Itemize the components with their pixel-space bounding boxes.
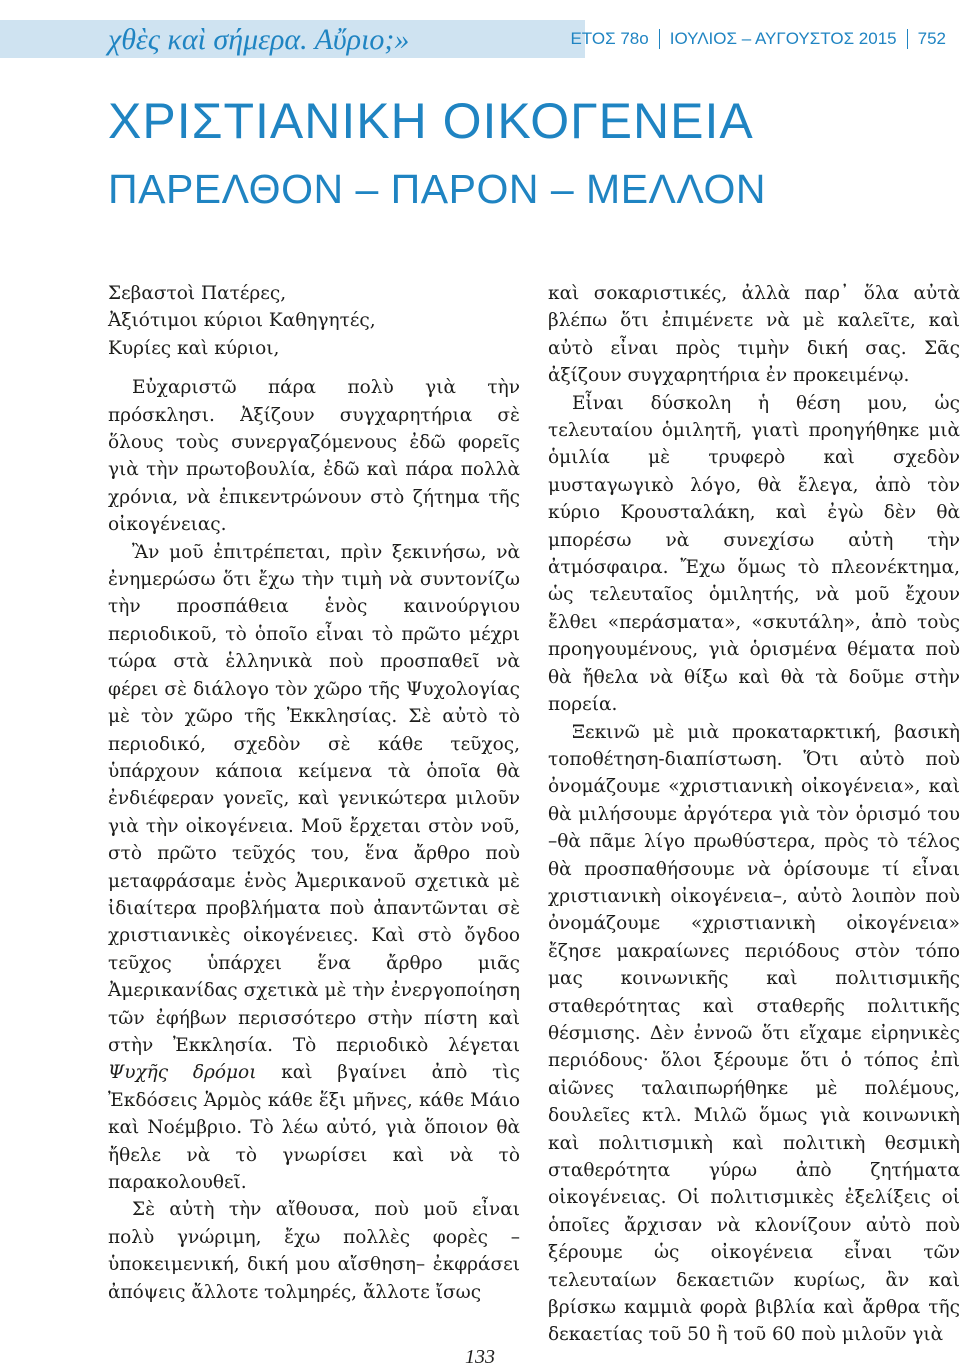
header-divider bbox=[659, 29, 660, 49]
paragraph-text: Ἂν μοῦ ἐπιτρέπεται, πρὶν ξεκινήσω, νὰ ἐνημερώσω ὅτι ἔχω τὴν τιμὴ νὰ συντονίζω τὴν προσπάθεια ἑνὸς καινούργιου περιοδικοῦ, τὸ ὁποῖο εἶναι τὸ πρῶτο μέχρι τώρα στὰ ἑλληνικὰ ποὺ προσπαθεῖ νὰ φέρει σὲ διάλογο τὸν χῶρο τῆς Ψυχολογίας μὲ τὸν χῶρο τῆς Ἐκκλησίας. Σὲ αὐτὸ τὸ περιοδικό, σχεδὸν σὲ κάθε τεῦχος, ὑπάρχουν κάποια κείμενα τὰ ὁποῖα θὰ ἐνδιέφεραν γονεῖς, καὶ γενικώτερα μιλοῦν γιὰ τὴν οἰκογένεια. Μοῦ ἔρχεται στὸν νοῦ, στὸ πρῶτο τεῦχός του, ἕνα ἄρθρο ποὺ μεταφράσαμε ἑνὸς Ἀμερικανοῦ σχετικὰ μὲ ἰδιαίτερα προβλήματα ποὺ ἀπαντῶνται σὲ χριστιανικὲς οἰκογένειες. Καὶ στὸ ὄγδοο τεῦχος ὑπάρχει ἕνα ἄρθρο μιᾶς Ἀμερικανίδας σχετικὰ μὲ τὴν ἐνεργοποίηση τῶν ἐφήβων περισσότερο στὴν πίστη καὶ στὴν Ἐκκλησία. Τὸ περιοδικὸ λέγεται bbox=[108, 541, 520, 1056]
body-paragraph: Σὲ αὐτὴ τὴν αἴθουσα, ποὺ μοῦ εἶναι πολὺ γνώριμη, ἔχω πολλὲς φορὲς –ὑποκειμενική, δική μου αἴσθηση– ἐκφράσει ἀπόψεις ἄλλοτε τολμηρές, ἄλλοτε ἴσως bbox=[108, 1199, 520, 1303]
page-number: 133 bbox=[465, 1346, 495, 1368]
journal-brand: χθὲς καὶ σήμερα. Αὔριο;» bbox=[108, 23, 410, 56]
left-column bbox=[108, 280, 520, 1306]
year-label: ΕΤΟΣ 78ο bbox=[570, 29, 649, 48]
article-subtitle: ΠΑΡΕΛΘΟΝ – ΠΑΡΟΝ – ΜΕΛΛΟΝ bbox=[108, 166, 766, 212]
header-page-number: 752 bbox=[917, 29, 946, 48]
body-paragraph: καὶ σοκαριστικές, ἀλλὰ παρ᾽ ὅλα αὐτὰ βλέπω ὅτι ἐπιμένετε νὰ μὲ καλεῖτε, καὶ αὐτὸ εἶναι πρὸς τιμὴν δική σας. Σᾶς ἀξίζουν συγχαρητήρια ἐν προκειμένῳ. bbox=[548, 283, 960, 387]
body-paragraph: Εἶναι δύσκολη ἡ θέση μου, ὡς τελευταίου ὁμιλητῆ, γιατὶ προηγήθηκε μιὰ ὁμιλία μὲ τρυφερὸ καὶ σχεδὸν μυσταγωγικὸ λόγο, θὰ ἔλεγα, ἀπὸ τὸν κύριο Κρουσταλάκη, καὶ ἐγὼ δὲν θὰ μπορέσω νὰ συνεχίσω αὐτὴ τὴν ἀτμόσφαιρα. Ἔχω ὅμως τὸ πλεονέκτημα, ὡς τελευταῖος ὁμιλητής, νὰ μοῦ ἔχουν ἔλθει «περάσματα», «σκυτάλη», ἀπὸ τοὺς προηγουμένους, γιὰ ὁρισμένα θέματα ποὺ θὰ ἤθελα νὰ θίξω καὶ θὰ τὰ δοῦμε στὴν πορεία. bbox=[548, 392, 960, 716]
header-divider bbox=[907, 29, 908, 49]
body-paragraph: Εὐχαριστῶ πάρα πολὺ γιὰ τὴν πρόσκλησι. Ἀξίζουν συγχαρητήρια σὲ ὅλους τοὺς συνεργαζόμενους ἐδῶ φορεῖς γιὰ τὴν πρωτοβουλία, ἐδῶ καὶ πάρα πολλὰ χρόνια, νὰ ἐπικεντρώνουν στὸ ζήτημα τῆς οἰκογένειας. bbox=[108, 377, 520, 536]
salutation-line: Ἀξιότιμοι κύριοι Καθηγητές, bbox=[108, 310, 376, 332]
paragraph-text: καὶ βγαίνει ἀπὸ τὶς Ἐκδόσεις Ἁρμὸς κάθε ἕξι μῆνες, κάθε Μάιο καὶ Νοέμβριο. Τὸ λέω αὐτό, γιὰ ὅποιον θὰ ἤθελε νὰ τὸ γνωρίσει καὶ νὰ τὸ παρακολουθεῖ. bbox=[108, 1062, 520, 1193]
right-column bbox=[548, 280, 960, 1349]
issue-label: ΙΟΥΛΙΟΣ – ΑΥΓΟΥΣΤΟΣ 2015 bbox=[669, 29, 897, 48]
salutation-line: Κυρίες καὶ κύριοι, bbox=[108, 337, 280, 359]
footer-rule bbox=[0, 1331, 960, 1332]
body-paragraph: Ξεκινῶ μὲ μιὰ προκαταρκτική, βασικὴ τοποθέτηση-διαπίστωση. Ὅτι αὐτὸ ποὺ ὀνομάζουμε «χριστιανικὴ οἰκογένεια», καὶ θὰ μιλήσουμε ἀργότερα γιὰ τὸν ὁρισμό του –θὰ πᾶμε λίγο πρωθύστερα, πρὸς τὸ τέλος θὰ προσπαθήσουμε νὰ ὁρίσουμε τί εἶναι χριστιανικὴ οἰκογένεια–, αὐτὸ λοιπὸν ποὺ ὀνομάζουμε «χριστιανικὴ οἰκογένεια» ἔζησε μακραίωνες περιόδους στὸν τόπο μας κοινωνικῆς καὶ πολιτισμικῆς σταθερότητας καὶ σταθερῆς πολιτικῆς θέσμισης. Δὲν ἐννοῶ ὅτι εἴχαμε εἰρηνικὲς περιόδους· ὅλοι ξέρουμε ὅτι ὁ τόπος ἐπὶ αἰῶνες ταλαιπωρήθηκε μὲ πολέμους, δουλεῖες κτλ. Μιλῶ ὅμως γιὰ κοινωνικὴ καὶ πολιτισμικὴ καὶ πολιτικὴ θεσμικὴ σταθερότητα γύρω ἀπὸ ζητήματα οἰκογένειας. Οἱ πολιτισμικὲς ἐξελίξεις οἱ ὁποῖες ἄρχισαν νὰ κλονίζουν αὐτὸ ποὺ ξέρουμε ὡς οἰκογένεια εἶναι τῶν τελευταίων δεκαετιῶν κυρίως, ἂν καὶ βρίσκω καμμιὰ φορὰ βιβλία καὶ ἄρθρα τῆς δεκαετίας τοῦ 50 ἢ τοῦ 60 ποὺ μιλοῦν γιὰ bbox=[548, 721, 960, 1346]
body-paragraph bbox=[108, 539, 520, 1197]
salutation-line: Σεβαστοὶ Πατέρες, bbox=[108, 283, 287, 304]
header-meta bbox=[570, 28, 946, 50]
article-title: ΧΡΙΣΤΙΑΝΙΚΗ ΟΙΚΟΓΕΝΕΙΑ bbox=[108, 93, 754, 149]
journal-title: Ψυχῆς δρόμοι bbox=[108, 1062, 257, 1084]
